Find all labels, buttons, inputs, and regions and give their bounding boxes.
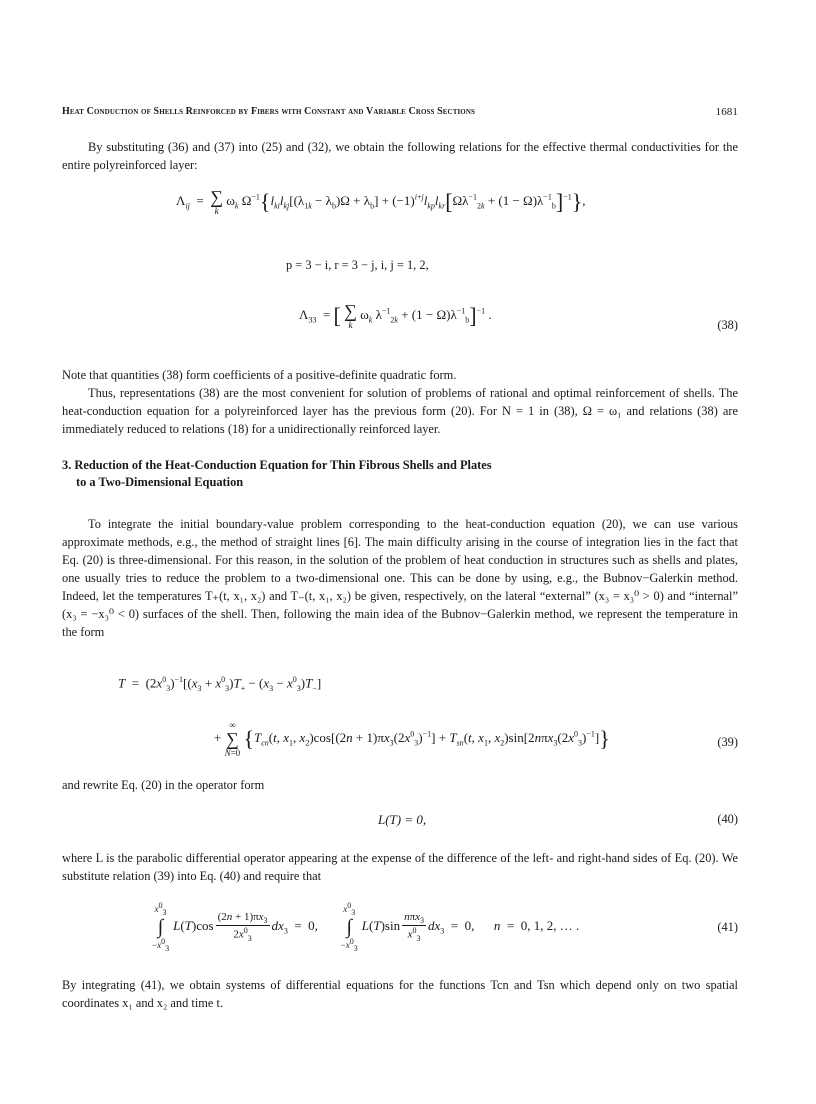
rewrite-paragraph: and rewrite Eq. (20) in the operator form [62,778,265,792]
equation-39-line-1: $T = (2x^0_3)^{-1}[(x_3 + x^0_3)T_+ - (x_3 - x^0_3)T_-]$ [118,675,322,693]
note-paragraph: Note that quantities (38) form coefficients of a positive-definite quadratic form. [62,368,457,382]
running-title: Heat Conduction of Shells Reinforced by Fibers with Constant and Variable Cross Sections [62,106,475,117]
equation-41: $x^0_3$ ∫ $-x^0_3$ L(T)cos $\frac{(2n + 1)\pi x_3}{2x^0_3}$ $dx_3 = 0$, $x^0_3$ ∫ $-x^0_3$ L(T)sin $\frac{n\pi x_3}{x^0_3}$ $dx_3 = 0$, n = 0, 1, 2, … . [152,901,580,953]
equation-lambda-ij: $\Lambda_{ij}$ = ∑ k $\omega_k$ $\Omega^{-1}\{l_{ki}l_{kj}[(\lambda_{1k} - \lambda_b)\Omega + \lambda_b] + (-1)^{i+j}l_{kp}l_{kr}[\Omega\lambda^{-1}_{2k} + (1 - \Omega)\lambda^{-1}_b]^{-1}\}$, [176,187,586,216]
equation-number-41: (41) [717,920,738,934]
section-heading [62,457,738,491]
integrate-paragraph: To integrate the initial boundary-value problem corresponding to the heat-conduction equation (20), we can use various approximate methods, e.g., the method of straight lines [6]. The main difficulty arising in the course of integration lies in the fact that Eq. (20) is three-dimensional. For this reason, in the solution of the problem of heat conduction in structures such as shells and plates, one usually tries to reduce the problem to a two-dimensional one. This can be done by using, e.g., the Bubnov−Galerkin method. Indeed, let the temperatures T₊(t, x₁, x₂) and T₋(t, x₁, x₂) be given, respectively, on the lateral “external” (x₃ = x₃⁰ > 0) and “internal” (x₃ = −x₃⁰ < 0) surfaces of the shell. Then, following the main idea of the Bubnov−Galerkin method, we represent the temperature in the form [62,517,738,639]
where-paragraph: where L is the parabolic differential operator appearing at the expense of the difference of the left- and right-hand sides of Eq. (20). We substitute relation (39) into Eq. (40) and require that [62,851,738,883]
section-title-line-1: 3. Reduction of the Heat-Conduction Equation for Thin Fibrous Shells and Plates [62,458,492,472]
equation-indices: p = 3 − i, r = 3 − j, i, j = 1, 2, [286,258,429,272]
intro-paragraph: By substituting (36) and (37) into (25) and (32), we obtain the following relations for the effective thermal conductivities for the entire polyreinforced layer: [62,140,738,172]
running-header [62,106,738,117]
page-number: 1681 [715,106,738,118]
equation-number-39: (39) [717,735,738,749]
thus-paragraph: Thus, representations (38) are the most convenient for solution of problems of rational and optimal reinforcement of shells. The heat-conduction equation for a polyreinforced layer has the previous form (20). For N = 1 in (38), Ω = ω₁ and relations (38) are immediately reduced to relations (18) for a unidirectionally reinforced layer. [62,386,738,436]
section-title-line-2: to a Two-Dimensional Equation [76,475,244,489]
final-paragraph: By integrating (41), we obtain systems of differential equations for the functions Tcn and Tsn which depend only on two spatial coordinates x₁ and x₂ and time t. [62,978,738,1010]
equation-number-40: (40) [717,812,738,826]
equation-39-line-2: + ∞ ∑ N=0 {$T_{cn}(t$, $x_1$, $x_2)\cos[(2n + 1)\pi x_3(2x^0_3)^{-1}] + T_{sn}(t$, $x_1$, $x_2)\sin[2n\pi x_3(2x^0_3)^{-1}]$} [214,720,610,758]
equation-lambda-33: $\Lambda_{33}$ = [ ∑ k $\omega_k$ $\lambda^{-1}_{2k} + (1 - \Omega)\lambda^{-1}_b]^{-1}$ . [299,301,492,330]
equation-40: L(T) = 0, [378,812,427,827]
equation-number-38: (38) [717,318,738,332]
